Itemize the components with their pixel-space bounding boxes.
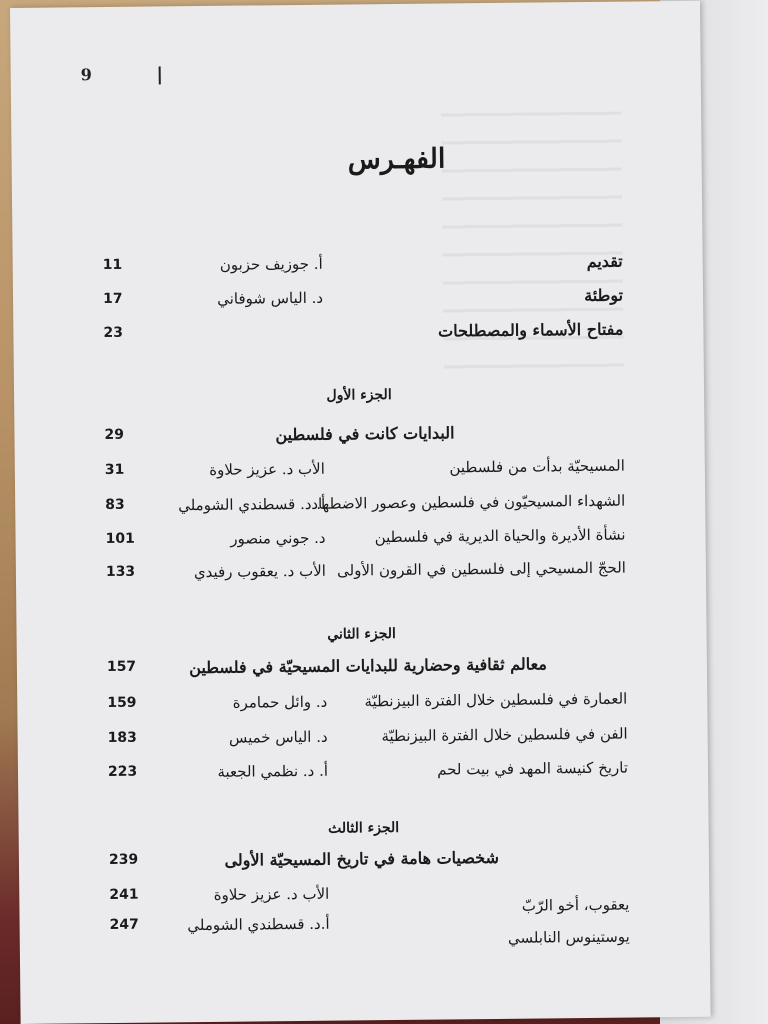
toc-page: 17 <box>102 290 123 308</box>
toc-page: 11 <box>102 256 123 274</box>
toc-author: الأب د. عزيز حلاوة <box>213 884 330 904</box>
toc-author: د. الياس خميس <box>228 727 328 747</box>
toc-row <box>103 320 623 351</box>
toc-entry: المسيحيّة بدأت من فلسطين <box>449 456 625 477</box>
toc-author: د. جوني منصور <box>230 528 326 548</box>
toc-row <box>105 457 625 488</box>
part-heading-row <box>104 422 624 453</box>
toc-entry: مفتاح الأسماء والمصطلحات <box>437 319 624 341</box>
toc-entry: نشأة الأديرة والحياة الديرية في فلسطين <box>374 525 626 547</box>
part-heading-row <box>109 847 629 878</box>
toc-author: الأب د. عزيز حلاوة <box>209 459 325 479</box>
toc-entry: توطئة <box>584 285 624 306</box>
toc-page: 157 <box>106 658 137 676</box>
page-title: الفهـرس <box>347 143 446 176</box>
toc-row <box>109 882 629 913</box>
part-heading: البدايات كانت في فلسطين <box>275 423 455 445</box>
toc-page: 83 <box>105 496 125 514</box>
toc-author: أ. د. قسطندي الشوملي <box>178 494 326 515</box>
toc-entry: العمارة في فلسطين خلال الفترة البيزنطيّة <box>364 689 628 711</box>
toc-page: 29 <box>104 426 125 444</box>
toc-page: 183 <box>107 729 137 747</box>
toc-entry: يعقوب، أخو الرّبّ <box>521 895 630 915</box>
toc-page: 241 <box>109 886 139 904</box>
toc-entry: يوستينوس النابلسي <box>507 927 630 947</box>
toc-row <box>108 759 628 790</box>
toc-author: أ. جوزيف حزبون <box>219 254 323 274</box>
toc-author: أ. د. نظمي الجعبة <box>217 761 329 781</box>
part-label: الجزء الأول <box>326 387 392 404</box>
toc-row <box>103 286 623 317</box>
toc-page: 31 <box>104 461 125 479</box>
toc-entry: تقديم <box>586 251 623 271</box>
toc-row <box>105 526 625 557</box>
part-heading: معالم ثقافية وحضارية للبدايات المسيحيّة في فلسطين <box>189 654 547 678</box>
toc-page: 101 <box>105 530 135 548</box>
toc-page: 239 <box>108 851 139 869</box>
toc-entry: الشهداء المسيحيّون في فلسطين وعصور الاضطهاد <box>311 491 626 513</box>
toc-row <box>109 912 630 947</box>
part-heading-row <box>107 654 627 685</box>
toc-page: 23 <box>103 324 123 342</box>
toc-author: د. وائل حمامرة <box>232 692 328 712</box>
toc-row <box>108 725 628 756</box>
toc-entry: الفن في فلسطين خلال الفترة البيزنطيّة <box>381 724 628 746</box>
part-label: الجزء الثالث <box>327 819 400 837</box>
toc-author: أ.د. قسطندي الشوملي <box>187 914 330 935</box>
page-number: 9 <box>80 65 92 85</box>
toc-row <box>106 559 626 590</box>
toc-author: د. الياس شوفاني <box>217 288 324 308</box>
toc-entry: الحجّ المسيحي إلى فلسطين في القرون الأولى <box>337 558 626 580</box>
toc-author: الأب د. يعقوب رفيدي <box>193 561 327 582</box>
toc-row <box>107 690 627 721</box>
part-label: الجزء الثاني <box>327 625 396 643</box>
book-page <box>10 1 711 1024</box>
toc-entry: تاريخ كنيسة المهد في بيت لحم <box>437 758 629 779</box>
toc-page: 133 <box>105 563 136 581</box>
toc-page: 247 <box>109 916 139 934</box>
header-divider <box>159 66 161 84</box>
part-heading: شخصيات هامة في تاريخ المسيحيّة الأولى <box>224 847 500 870</box>
toc-row <box>105 492 625 523</box>
toc-page: 223 <box>107 763 138 781</box>
toc-page: 159 <box>107 694 137 712</box>
toc-row <box>103 252 623 283</box>
